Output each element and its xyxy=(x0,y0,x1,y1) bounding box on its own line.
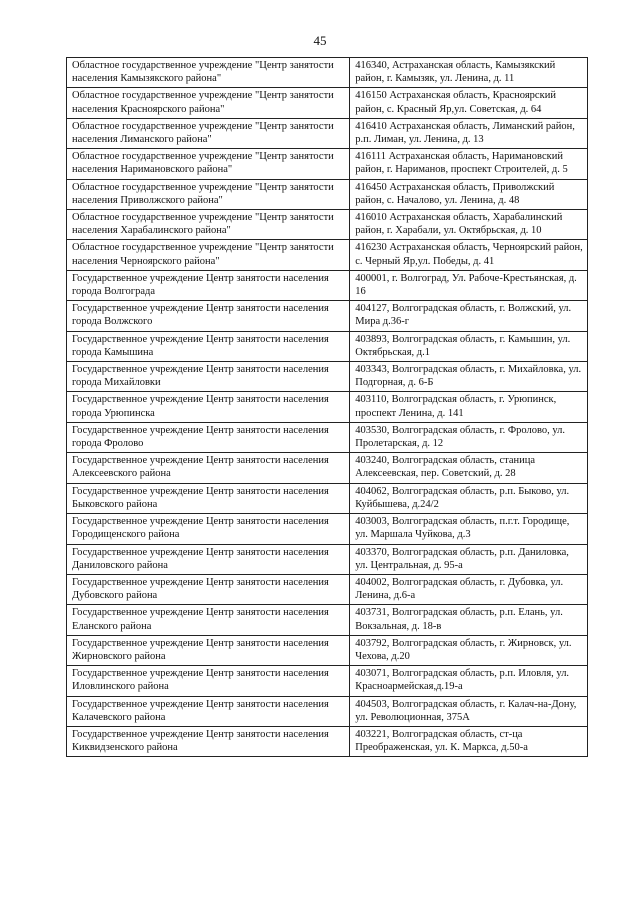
organization-name-cell: Областное государственное учреждение "Центр занятости населения Наримановского района" xyxy=(67,149,350,179)
address-cell: 416450 Астраханская область, Приволжский район, с. Началово, ул. Ленина, д. 48 xyxy=(350,179,588,209)
table-row xyxy=(67,270,588,300)
address-cell: 403731, Волгоградская область, р.п. Елань, ул. Вокзальная, д. 18-в xyxy=(350,605,588,635)
table-row xyxy=(67,210,588,240)
table-row xyxy=(67,331,588,361)
organization-name-cell: Государственное учреждение Центр занятости населения Жирновского района xyxy=(67,635,350,665)
organization-name-cell: Государственное учреждение Центр занятости населения Алексеевского района xyxy=(67,453,350,483)
organization-name-cell: Государственное учреждение Центр занятости населения города Фролово xyxy=(67,422,350,452)
organization-name-cell: Государственное учреждение Центр занятости населения Иловлинского района xyxy=(67,666,350,696)
table-row xyxy=(67,666,588,696)
table-row xyxy=(67,58,588,88)
address-cell: 400001, г. Волгоград, Ул. Рабоче-Крестьянская, д. 16 xyxy=(350,270,588,300)
table-row xyxy=(67,240,588,270)
address-cell: 403003, Волгоградская область, п.г.т. Городище, ул. Маршала Чуйкова, д.3 xyxy=(350,514,588,544)
table-row xyxy=(67,605,588,635)
table-row xyxy=(67,301,588,331)
table-row xyxy=(67,422,588,452)
address-cell: 404127, Волгоградская область, г. Волжский, ул. Мира д.36-г xyxy=(350,301,588,331)
address-cell: 403530, Волгоградская область, г. Фролово, ул. Пролетарская, д. 12 xyxy=(350,422,588,452)
address-cell: 404503, Волгоградская область, г. Калач-на-Дону, ул. Революционная, 375А xyxy=(350,696,588,726)
organization-name-cell: Областное государственное учреждение "Центр занятости населения Черноярского района" xyxy=(67,240,350,270)
table-row xyxy=(67,544,588,574)
address-cell: 403370, Волгоградская область, р.п. Даниловка, ул. Центральная, д. 95-а xyxy=(350,544,588,574)
employment-centers-table xyxy=(66,57,588,757)
organization-name-cell: Государственное учреждение Центр занятости населения Городищенского района xyxy=(67,514,350,544)
address-cell: 403792, Волгоградская область, г. Жирновск, ул. Чехова, д.20 xyxy=(350,635,588,665)
address-cell: 403221, Волгоградская область, ст-ца Преображенская, ул. К. Маркса, д.50-а xyxy=(350,726,588,756)
table-row xyxy=(67,574,588,604)
address-cell: 403343, Волгоградская область, г. Михайловка, ул. Подгорная, д. 6-Б xyxy=(350,362,588,392)
table-row xyxy=(67,635,588,665)
organization-name-cell: Областное государственное учреждение "Центр занятости населения Харабалинского района" xyxy=(67,210,350,240)
organization-name-cell: Государственное учреждение Центр занятости населения города Камышина xyxy=(67,331,350,361)
organization-name-cell: Государственное учреждение Центр занятости населения города Урюпинска xyxy=(67,392,350,422)
address-cell: 416150 Астраханская область, Красноярский район, с. Красный Яр,ул. Советская, д. 64 xyxy=(350,88,588,118)
address-cell: 404062, Волгоградская область, р.п. Быково, ул. Куйбышева, д.24/2 xyxy=(350,483,588,513)
organization-name-cell: Государственное учреждение Центр занятости населения Даниловского района xyxy=(67,544,350,574)
address-cell: 403110, Волгоградская область, г. Урюпинск, проспект Ленина, д. 141 xyxy=(350,392,588,422)
address-cell: 416111 Астраханская область, Наримановский район, г. Нариманов, проспект Строителей, д. 5 xyxy=(350,149,588,179)
address-cell: 416340, Астраханская область, Камызякский район, г. Камызяк, ул. Ленина, д. 11 xyxy=(350,58,588,88)
page-number: 45 xyxy=(313,33,327,48)
organization-name-cell: Государственное учреждение Центр занятости населения города Волжского xyxy=(67,301,350,331)
table-row xyxy=(67,453,588,483)
organization-name-cell: Областное государственное учреждение "Центр занятости населения Приволжского района" xyxy=(67,179,350,209)
address-cell: 416410 Астраханская область, Лиманский район, р.п. Лиман, ул. Ленина, д. 13 xyxy=(350,118,588,148)
table-row xyxy=(67,149,588,179)
table-row xyxy=(67,483,588,513)
organization-name-cell: Областное государственное учреждение "Центр занятости населения Камызякского района" xyxy=(67,58,350,88)
organization-name-cell: Областное государственное учреждение "Центр занятости населения Красноярского района" xyxy=(67,88,350,118)
address-cell: 403071, Волгоградская область, р.п. Иловля, ул. Красноармейская,д.19-а xyxy=(350,666,588,696)
organization-name-cell: Государственное учреждение Центр занятости населения Быковского района xyxy=(67,483,350,513)
address-cell: 403893, Волгоградская область, г. Камышин, ул. Октябрьская, д.1 xyxy=(350,331,588,361)
organization-name-cell: Областное государственное учреждение "Центр занятости населения Лиманского района" xyxy=(67,118,350,148)
table-row xyxy=(67,726,588,756)
address-cell: 416010 Астраханская область, Харабалинский район, г. Харабали, ул. Октябрьская, д. 10 xyxy=(350,210,588,240)
table-row xyxy=(67,118,588,148)
table-row xyxy=(67,179,588,209)
address-cell: 416230 Астраханская область, Черноярский район, с. Черный Яр,ул. Победы, д. 41 xyxy=(350,240,588,270)
organization-name-cell: Государственное учреждение Центр занятости населения города Волгограда xyxy=(67,270,350,300)
table-row xyxy=(67,88,588,118)
table-row xyxy=(67,514,588,544)
organization-name-cell: Государственное учреждение Центр занятости населения Еланского района xyxy=(67,605,350,635)
address-cell: 404002, Волгоградская область, г. Дубовка, ул. Ленина, д.6-а xyxy=(350,574,588,604)
table-row xyxy=(67,392,588,422)
table-row xyxy=(67,362,588,392)
organization-name-cell: Государственное учреждение Центр занятости населения города Михайловки xyxy=(67,362,350,392)
organization-name-cell: Государственное учреждение Центр занятости населения Калачевского района xyxy=(67,696,350,726)
table-row xyxy=(67,696,588,726)
address-cell: 403240, Волгоградская область, станица Алексеевская, пер. Советский, д. 28 xyxy=(350,453,588,483)
organization-name-cell: Государственное учреждение Центр занятости населения Дубовского района xyxy=(67,574,350,604)
organization-name-cell: Государственное учреждение Центр занятости населения Киквидзенского района xyxy=(67,726,350,756)
